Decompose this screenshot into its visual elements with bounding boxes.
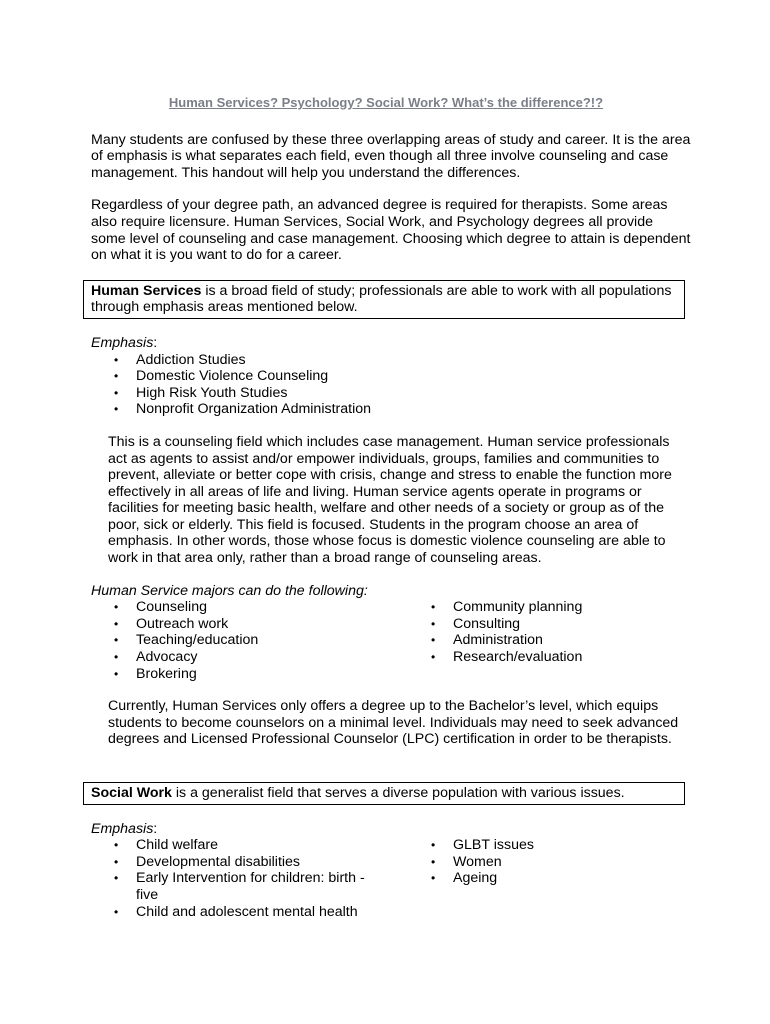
list-item: • GLBT issues bbox=[431, 837, 534, 854]
bullet-icon: • bbox=[431, 838, 436, 853]
social-work-term: Social Work bbox=[91, 785, 172, 801]
bullet-icon: • bbox=[431, 616, 436, 631]
list-item: • Ageing bbox=[431, 870, 498, 887]
bullet-icon: • bbox=[431, 600, 436, 615]
intro-paragraph-1: Many students are confused by these three overlapping areas of study and career. It is the area of emphasis is what separates each field, even though all three involve counseling and case management. This handout will help you understand the differences. bbox=[91, 131, 691, 181]
bullet-icon: • bbox=[114, 666, 119, 681]
list-item: • Consulting bbox=[431, 615, 521, 632]
page-title: Human Services? Psychology? Social Work? What’s the difference?!? bbox=[168, 95, 604, 110]
bullet-icon: • bbox=[114, 854, 119, 869]
bullet-icon: • bbox=[114, 871, 119, 886]
list-item: • Domestic Violence Counseling bbox=[114, 368, 329, 385]
bullet-icon: • bbox=[431, 650, 436, 665]
bullet-icon: • bbox=[114, 838, 119, 853]
list-item: • Child welfare bbox=[114, 837, 219, 854]
list-item: • Developmental disabilities bbox=[114, 853, 301, 870]
bullet-icon: • bbox=[114, 352, 119, 367]
list-item: • Counseling bbox=[114, 599, 207, 616]
bullet-icon: • bbox=[431, 633, 436, 648]
list-item: • Women bbox=[431, 853, 502, 870]
social-work-emphasis-label: Emphasis: bbox=[91, 820, 158, 837]
bullet-icon: • bbox=[114, 385, 119, 400]
majors-list-left bbox=[91, 599, 408, 682]
bullet-icon: • bbox=[114, 650, 119, 665]
bullet-icon: • bbox=[114, 369, 119, 384]
human-services-emphasis-list bbox=[91, 352, 691, 418]
list-item: • Teaching/education bbox=[114, 632, 259, 649]
bullet-icon: • bbox=[431, 871, 436, 886]
majors-list-right bbox=[408, 599, 678, 682]
list-item: • Early Intervention for children: birth - five bbox=[114, 870, 365, 903]
bullet-icon: • bbox=[114, 402, 119, 417]
list-item: • Community planning bbox=[431, 599, 583, 616]
human-services-majors-label: Human Service majors can do the following: bbox=[91, 582, 368, 599]
list-item: • Advocacy bbox=[114, 649, 198, 666]
bullet-icon: • bbox=[114, 633, 119, 648]
list-item: • Child and adolescent mental health bbox=[114, 903, 358, 920]
social-work-definition-box bbox=[83, 782, 685, 805]
social-work-definition: is a generalist field that serves a diverse population with various issues. bbox=[171, 785, 625, 801]
human-services-degree-note: Currently, Human Services only offers a degree up to the Bachelor’s level, which equips students to become counselors on a minimal level. Individuals may need to seek advanced degrees and Licensed Professional Counselor (LPC) certification in order to be therapists. bbox=[108, 698, 679, 748]
social-work-emphasis-right bbox=[408, 837, 678, 920]
bullet-icon: • bbox=[431, 854, 436, 869]
human-services-description: This is a counseling field which includes case management. Human service professionals act as agents to assist and/or empower individuals, groups, families and communities to prevent, alleviate or better cope with crisis, change and stress to enable the function more effectively in all areas of life and living. Human service agents operate in programs or facilities for meeting basic health, welfare and other needs of a society or group as of the poor, sick or elderly. This field is focused. Students in the program choose an area of emphasis. In other words, those whose focus is domestic violence counseling are able to work in that area only, rather than a broad range of counseling areas. bbox=[108, 433, 672, 567]
list-item: • Nonprofit Organization Administration bbox=[114, 401, 372, 418]
social-work-emphasis-left bbox=[91, 837, 408, 920]
social-work-emphasis-columns bbox=[91, 837, 691, 920]
human-services-definition-box bbox=[83, 280, 685, 319]
list-item: • Addiction Studies bbox=[114, 351, 246, 368]
list-item: • Brokering bbox=[114, 665, 197, 682]
bullet-icon: • bbox=[114, 600, 119, 615]
list-item: • Administration bbox=[431, 632, 543, 649]
list-item: • Outreach work bbox=[114, 615, 229, 632]
human-services-definition: is a broad field of study; professionals are able to work with all populations through emphasis areas mentioned below. bbox=[91, 282, 672, 316]
bullet-icon: • bbox=[114, 616, 119, 631]
document-page bbox=[91, 95, 691, 920]
intro-paragraph-2: Regardless of your degree path, an advanced degree is required for therapists. Some areas also require licensure. Human Services, Social Work, and Psychology degrees all provide some level of counseling and case management. Choosing which degree to attain is dependent on what it is you want to do for a career. bbox=[91, 197, 691, 264]
list-item: • Research/evaluation bbox=[431, 649, 583, 666]
human-services-emphasis-label: Emphasis: bbox=[91, 334, 158, 351]
bullet-icon: • bbox=[114, 904, 119, 919]
human-services-majors-columns bbox=[91, 599, 691, 682]
human-services-term: Human Services bbox=[91, 282, 202, 299]
list-item: • High Risk Youth Studies bbox=[114, 384, 288, 401]
